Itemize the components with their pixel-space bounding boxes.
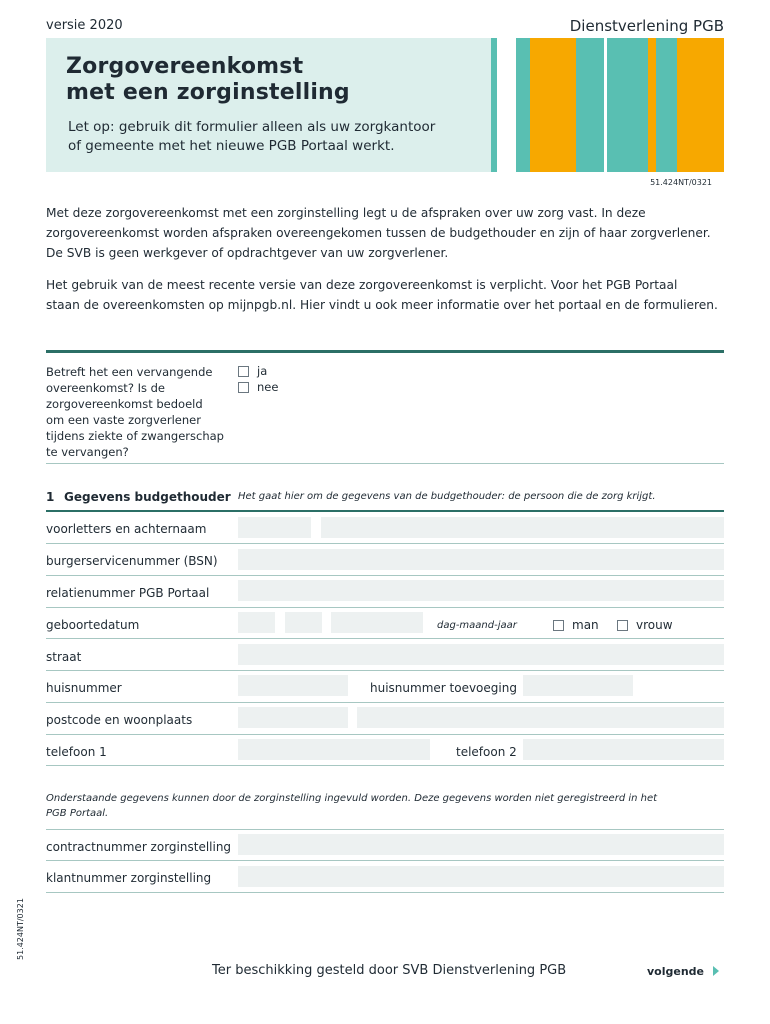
female-checkbox[interactable] (617, 620, 628, 631)
contract-nr-label: contractnummer zorginstelling (46, 840, 232, 854)
divider (46, 463, 724, 464)
date-format-hint: dag-maand-jaar (437, 620, 517, 631)
stripe-2 (516, 38, 530, 172)
intro-line: zorgovereenkomst worden afspraken overeengekomen tussen de budgethouder en zijn of haar zorgverlener. (46, 226, 711, 240)
next-arrow-icon[interactable] (713, 966, 719, 976)
option-yes[interactable] (238, 364, 267, 378)
note-line: Onderstaande gegevens kunnen door de zorginstelling ingevuld worden. Deze gegevens worden niet geregistreerd in het (46, 793, 658, 804)
portal-notice (68, 118, 435, 156)
surname-input[interactable] (321, 517, 724, 538)
birth-year-input[interactable] (331, 612, 423, 633)
contract-nr-input[interactable] (238, 834, 724, 855)
male-checkbox[interactable] (553, 620, 564, 631)
intro-line: Het gebruik van de meest recente versie van deze zorgovereenkomst is verplicht. Voor het PGB Portaal (46, 278, 678, 292)
intro-paragraph-1 (46, 203, 736, 263)
phone2-input[interactable] (523, 739, 724, 760)
house-nr-addition-label: huisnummer toevoeging (370, 681, 517, 695)
stripe-4 (576, 38, 604, 172)
divider (46, 829, 724, 830)
stripe-8 (677, 38, 724, 172)
notice-line-1: Let op: gebruik dit formulier alleen als uw zorgkantoor (68, 119, 436, 135)
yes-label: ja (257, 364, 268, 378)
title-line-2: met een zorginstelling (66, 80, 350, 105)
next-page-link[interactable]: volgende (647, 965, 704, 978)
side-reference: 51.424NT/0321 (16, 898, 25, 960)
form-reference: 51.424NT/0321 (650, 178, 712, 187)
page-title (66, 54, 350, 106)
yes-checkbox[interactable] (238, 366, 249, 377)
title-line-1: Zorgovereenkomst (66, 54, 304, 79)
intro-line: De SVB is geen werkgever of opdrachtgever van uw zorgverlener. (46, 246, 449, 260)
version-label: versie 2020 (46, 18, 123, 33)
question-line: zorgovereenkomst bedoeld (46, 397, 203, 411)
phone1-input[interactable] (238, 739, 430, 760)
phone2-label: telefoon 2 (456, 745, 517, 759)
stripe-7 (656, 38, 677, 172)
divider (46, 575, 724, 576)
divider (46, 892, 724, 893)
birth-day-input[interactable] (238, 612, 275, 633)
initials-input[interactable] (238, 517, 311, 538)
relation-nr-label: relatienummer PGB Portaal (46, 586, 210, 600)
divider (46, 860, 724, 861)
client-nr-label: klantnummer zorginstelling (46, 871, 212, 885)
section-divider (46, 350, 724, 353)
street-input[interactable] (238, 644, 724, 665)
bsn-input[interactable] (238, 549, 724, 570)
birthdate-label: geboortedatum (46, 618, 140, 632)
title-banner (46, 38, 491, 172)
divider (46, 543, 724, 544)
divider (46, 638, 724, 639)
divider (46, 765, 724, 766)
stripe-5 (607, 38, 648, 172)
no-label: nee (257, 380, 279, 394)
service-name: Dienstverlening PGB (569, 17, 724, 35)
option-no[interactable] (238, 380, 278, 394)
birth-month-input[interactable] (285, 612, 322, 633)
question-line: Betreft het een vervangende (46, 365, 213, 379)
divider (46, 734, 724, 735)
stripe-3 (530, 38, 576, 172)
gender-female-option[interactable] (617, 618, 673, 632)
divider (46, 607, 724, 608)
section-divider (46, 510, 724, 512)
question-line: tijdens ziekte of zwangerschap (46, 429, 224, 443)
section-number: 1 (46, 490, 55, 504)
notice-line-2: of gemeente met het nieuwe PGB Portaal werkt. (68, 138, 395, 154)
relation-nr-input[interactable] (238, 580, 724, 601)
postcode-city-label: postcode en woonplaats (46, 713, 193, 727)
city-input[interactable] (357, 707, 724, 728)
house-nr-addition-input[interactable] (523, 675, 633, 696)
section-title: Gegevens budgethouder (64, 490, 231, 504)
street-label: straat (46, 650, 82, 664)
gender-male-option[interactable] (553, 618, 599, 632)
divider (46, 702, 724, 703)
section-hint: Het gaat hier om de gegevens van de budgethouder: de persoon die de zorg krijgt. (238, 491, 656, 502)
client-nr-input[interactable] (238, 866, 724, 887)
stripe-1 (491, 38, 497, 172)
intro-paragraph-2 (46, 275, 736, 315)
institution-note (46, 791, 706, 821)
intro-line: staan de overeenkomsten op mijnpgb.nl. Hier vindt u ook meer informatie over het portaal en de formulieren. (46, 298, 718, 312)
stripe-6 (648, 38, 656, 172)
replacement-question (46, 364, 231, 460)
note-line: PGB Portaal. (46, 808, 109, 819)
postcode-input[interactable] (238, 707, 348, 728)
female-label: vrouw (636, 618, 673, 632)
house-nr-label: huisnummer (46, 681, 122, 695)
house-nr-input[interactable] (238, 675, 348, 696)
phone1-label: telefoon 1 (46, 745, 107, 759)
intro-line: Met deze zorgovereenkomst met een zorginstelling legt u de afspraken over uw zorg vast. In deze (46, 206, 646, 220)
divider (46, 670, 724, 671)
footer-text: Ter beschikking gesteld door SVB Dienstverlening PGB (212, 963, 567, 978)
male-label: man (572, 618, 599, 632)
question-line: te vervangen? (46, 445, 129, 459)
no-checkbox[interactable] (238, 382, 249, 393)
bsn-label: burgerservicenummer (BSN) (46, 554, 218, 568)
initials-name-label: voorletters en achternaam (46, 522, 207, 536)
question-line: om een vaste zorgverlener (46, 413, 201, 427)
question-line: overeenkomst? Is de (46, 381, 165, 395)
